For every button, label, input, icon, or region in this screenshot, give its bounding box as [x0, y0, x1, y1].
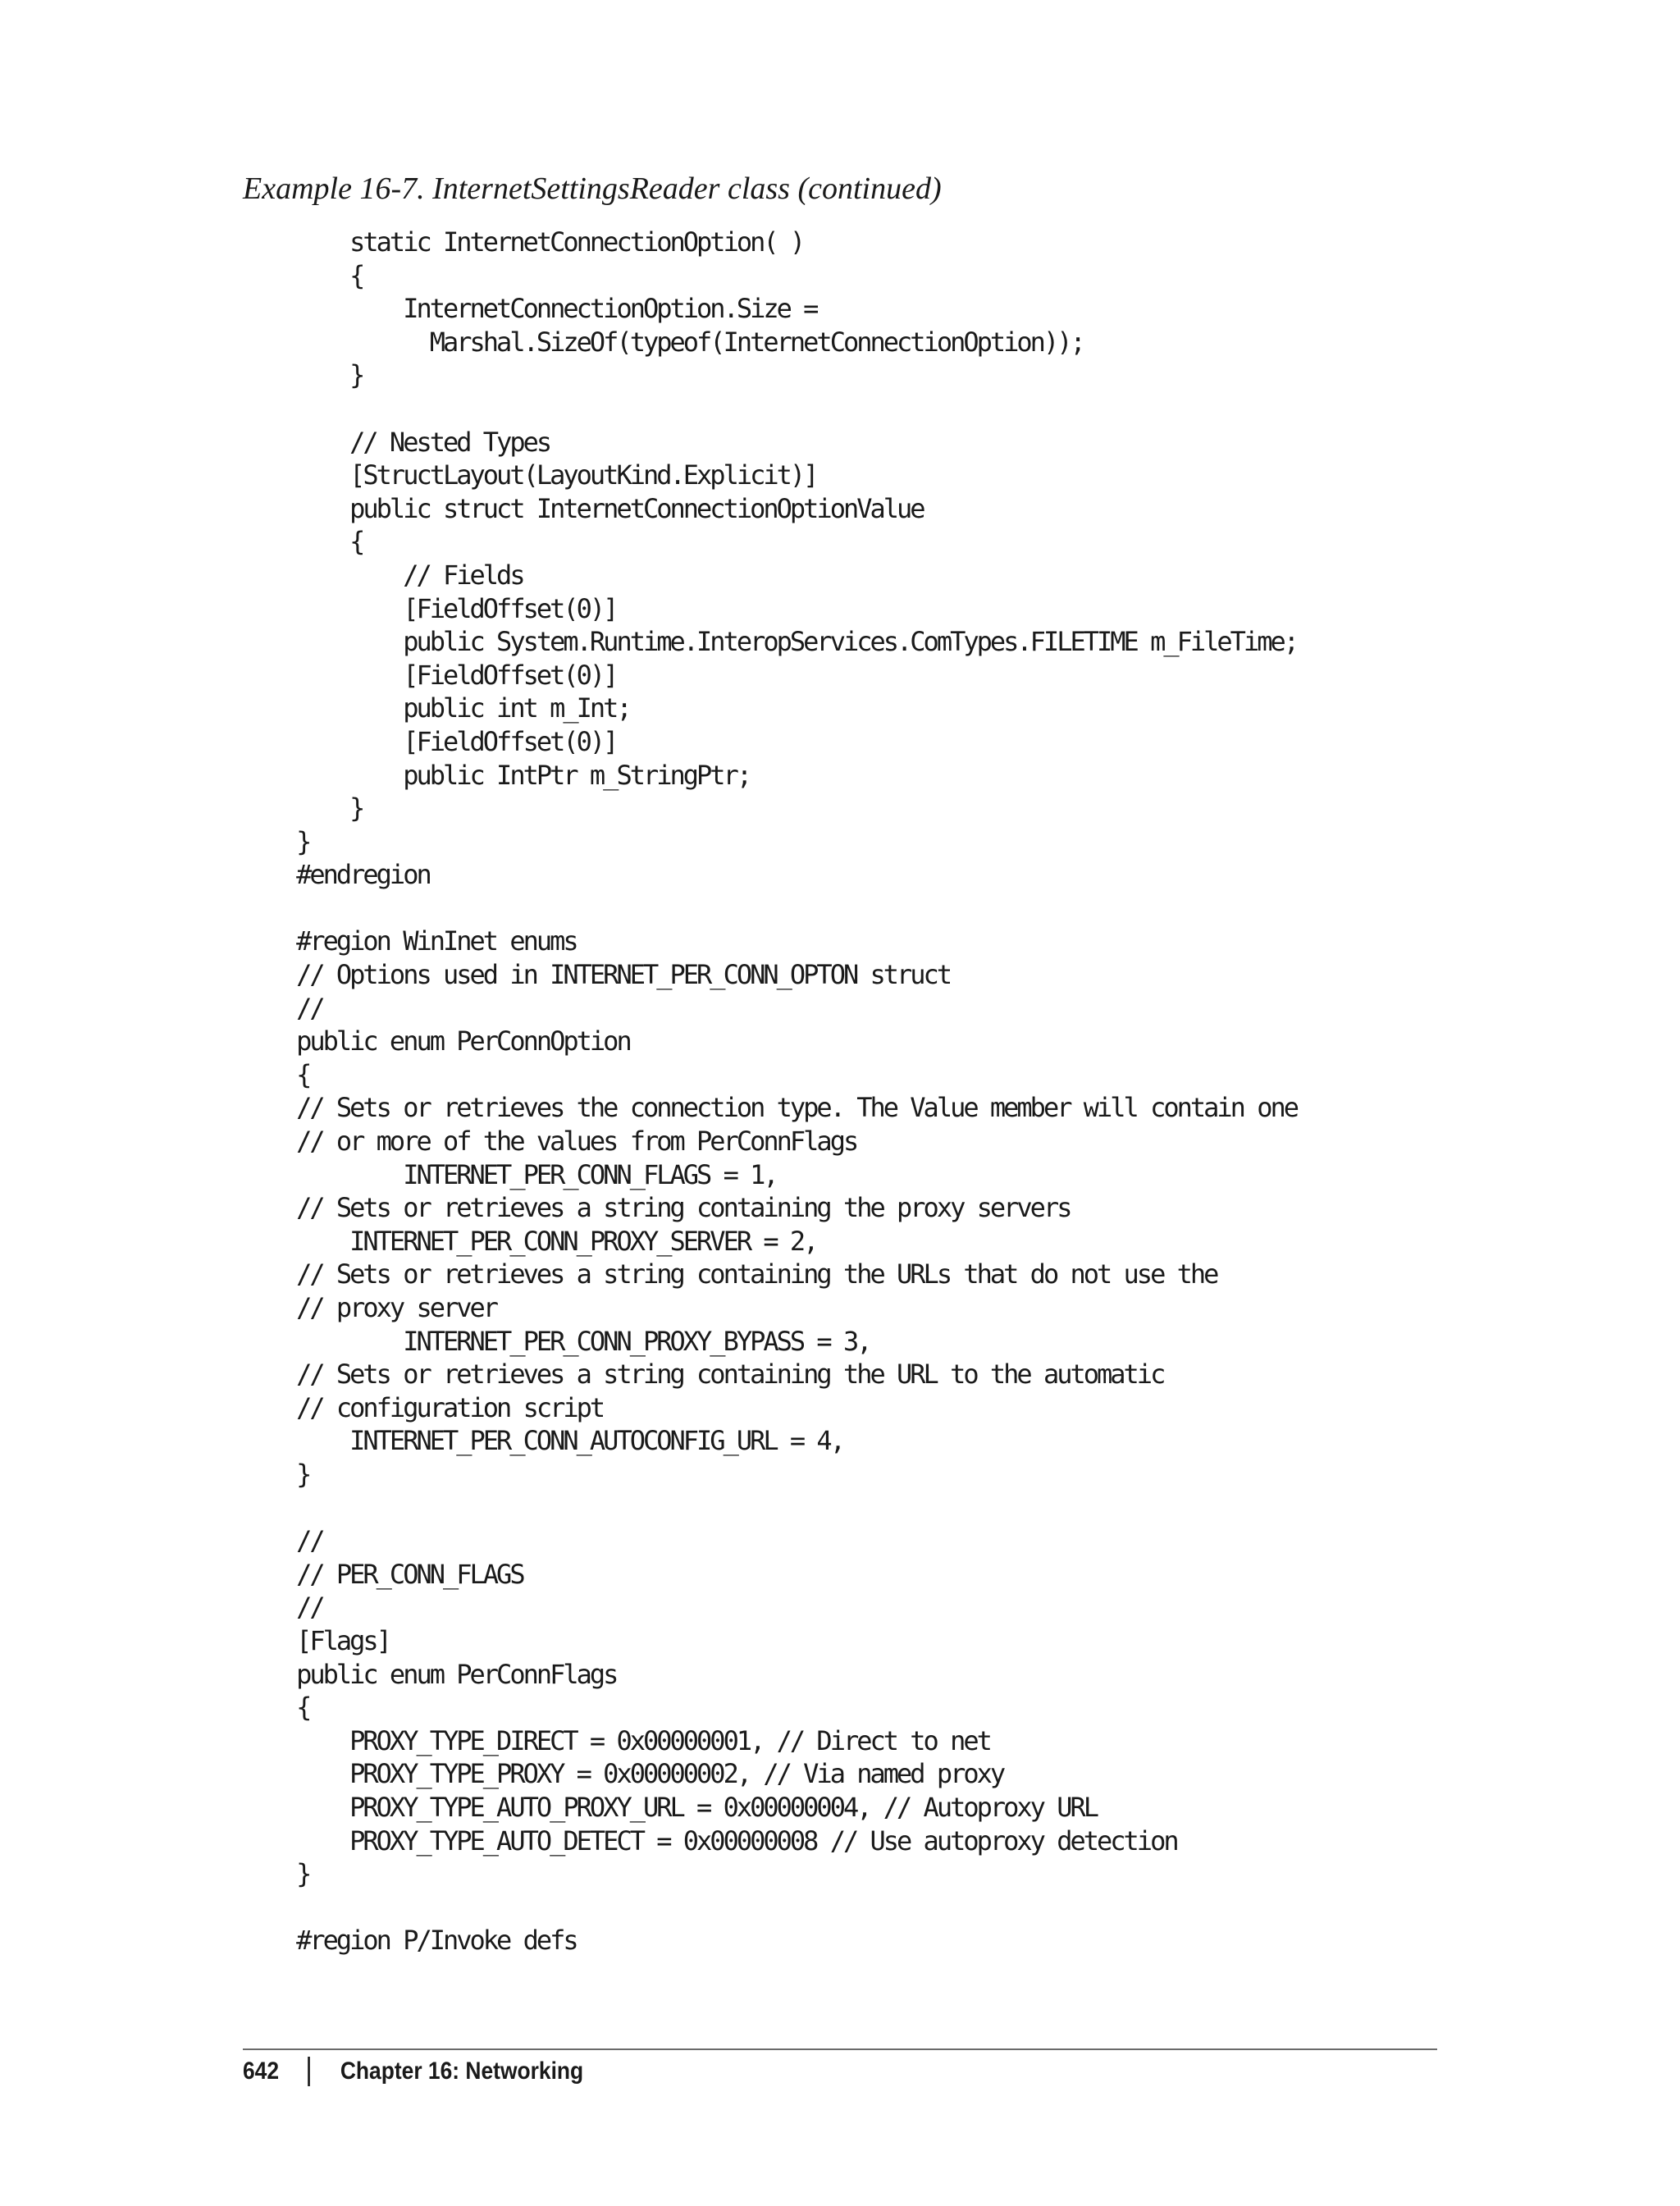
code-listing: [243, 226, 1297, 1957]
code-line: INTERNET_PER_CONN_PROXY_SERVER = 2,: [243, 1225, 817, 1257]
code-line: }: [243, 359, 363, 391]
code-line: InternetConnectionOption.Size =: [243, 293, 817, 325]
example-caption: Example 16-7. InternetSettingsReader class (continued): [243, 171, 942, 206]
code-line: PROXY_TYPE_AUTO_DETECT = 0x00000008 // Use autoproxy detection: [243, 1825, 1177, 1857]
code-line: // Sets or retrieves a string containing the URLs that do not use the: [243, 1258, 1217, 1290]
code-line: {: [243, 259, 363, 291]
code-line: // or more of the values from PerConnFlags: [243, 1126, 857, 1158]
code-line: [StructLayout(LayoutKind.Explicit)]: [243, 459, 817, 491]
code-line: public int m_Int;: [243, 692, 630, 724]
code-line: Marshal.SizeOf(typeof(InternetConnectionOption));: [243, 326, 1084, 358]
code-line: [243, 1891, 1297, 1925]
code-line: }: [243, 1858, 310, 1890]
code-line: [FieldOffset(0)]: [243, 659, 617, 691]
code-line: [Flags]: [243, 1624, 390, 1656]
code-line: INTERNET_PER_CONN_FLAGS = 1,: [243, 1158, 777, 1190]
code-line: // Nested Types: [243, 426, 550, 458]
code-line: //: [243, 1525, 323, 1557]
code-line: // proxy server: [243, 1292, 497, 1323]
code-line: #region WinInet enums: [243, 925, 577, 957]
code-line: PROXY_TYPE_PROXY = 0x00000002, // Via named proxy: [243, 1758, 1004, 1790]
code-line: public struct InternetConnectionOptionValue: [243, 492, 924, 524]
code-line: public enum PerConnFlags: [243, 1658, 617, 1690]
code-line: [243, 892, 1297, 925]
page-footer: [243, 2053, 583, 2090]
code-line: // Options used in INTERNET_PER_CONN_OPTON struct: [243, 959, 951, 991]
code-line: // Sets or retrieves a string containing the URL to the automatic: [243, 1359, 1164, 1391]
code-line: public System.Runtime.InteropServices.ComTypes.FILETIME m_FileTime;: [243, 626, 1297, 658]
code-line: #region P/Invoke defs: [243, 1925, 577, 1957]
code-line: // PER_CONN_FLAGS: [243, 1558, 523, 1590]
footer-rule: [243, 2048, 1437, 2050]
page-number: 642: [243, 2058, 280, 2085]
code-line: PROXY_TYPE_DIRECT = 0x00000001, // Direct to net: [243, 1724, 990, 1756]
code-line: //: [243, 992, 323, 1024]
code-line: INTERNET_PER_CONN_PROXY_BYPASS = 3,: [243, 1325, 870, 1357]
code-line: // Sets or retrieves a string containing the proxy servers: [243, 1192, 1071, 1224]
code-line: // Fields: [243, 559, 523, 591]
code-line: PROXY_TYPE_AUTO_PROXY_URL = 0x00000004, // Autoproxy URL: [243, 1791, 1097, 1823]
code-line: public IntPtr m_StringPtr;: [243, 759, 751, 791]
footer-separator: [308, 2057, 310, 2086]
code-line: // Sets or retrieves the connection type. The Value member will contain one: [243, 1092, 1297, 1124]
chapter-title: Chapter 16: Networking: [340, 2058, 584, 2085]
code-line: {: [243, 1692, 310, 1724]
code-line: [FieldOffset(0)]: [243, 725, 617, 757]
code-line: }: [243, 792, 363, 824]
code-line: public enum PerConnOption: [243, 1025, 630, 1057]
code-line: [FieldOffset(0)]: [243, 592, 617, 624]
code-line: [243, 392, 1297, 426]
code-line: //: [243, 1592, 323, 1624]
code-line: {: [243, 526, 363, 558]
code-line: {: [243, 1058, 310, 1090]
code-line: }: [243, 1458, 310, 1490]
code-line: static InternetConnectionOption( ): [243, 226, 804, 258]
code-line: #endregion: [243, 859, 430, 891]
code-line: INTERNET_PER_CONN_AUTOCONFIG_URL = 4,: [243, 1425, 843, 1457]
code-line: [243, 1491, 1297, 1525]
code-line: // configuration script: [243, 1391, 604, 1423]
code-line: }: [243, 825, 310, 857]
